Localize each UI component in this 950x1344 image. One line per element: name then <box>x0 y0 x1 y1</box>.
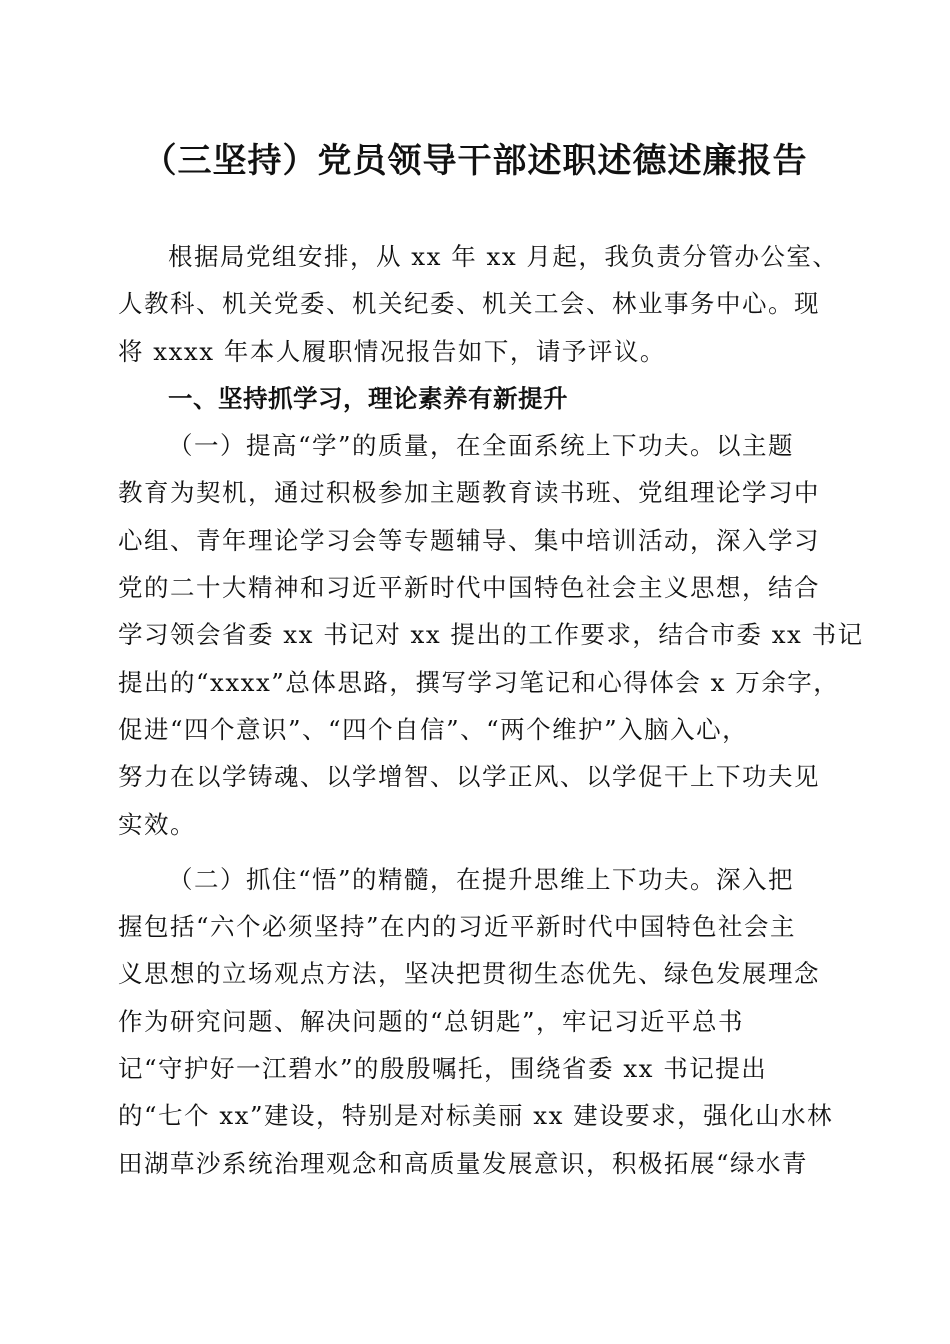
paragraph-line: 努力在以学铸魂、以学增智、以学正风、以学促干上下功夫见 <box>118 762 820 792</box>
paragraph-line: 记“守护好一江碧水”的殷殷嘱托，围绕省委 xx 书记提出 <box>118 1054 768 1084</box>
paragraph-line: 党的二十大精神和习近平新时代中国特色社会主义思想，结合 <box>118 573 820 603</box>
intro-line: 人教科、机关党委、机关纪委、机关工会、林业事务中心。现 <box>118 289 820 319</box>
paragraph-gap <box>118 848 830 856</box>
paragraph-line: （一）提高“学”的质量，在全面系统上下功夫。以主题 <box>168 431 795 461</box>
intro-line: 将 xxxx 年本人履职情况报告如下，请予评议。 <box>118 336 666 366</box>
document-title: （三坚持）党员领导干部述职述德述廉报告 <box>142 141 808 181</box>
paragraph-line: 心组、青年理论学习会等专题辅导、集中培训活动，深入学习 <box>118 525 820 555</box>
paragraph-line: 作为研究问题、解决问题的“总钥匙”，牢记习近平总书 <box>118 1006 745 1036</box>
section-heading: 一、坚持抓学习，理论素养有新提升 <box>168 383 568 413</box>
paragraph-line: 提出的“xxxx”总体思路，撰写学习笔记和心得体会 x 万余字， <box>118 667 840 697</box>
paragraph-line: 实效。 <box>118 809 196 839</box>
paragraph-line: 教育为契机，通过积极参加主题教育读书班、党组理论学习中 <box>118 478 820 508</box>
paragraph-line: 义思想的立场观点方法，坚决把贯彻生态优先、绿色发展理念 <box>118 959 820 989</box>
intro-line: 根据局党组安排，从 xx 年 xx 月起，我负责分管办公室、 <box>168 242 839 271</box>
paragraph-line: 握包括“六个必须坚持”在内的习近平新时代中国特色社会主 <box>118 912 797 942</box>
paragraph-line: 学习领会省委 xx 书记对 xx 提出的工作要求，结合市委 xx 书记 <box>118 620 864 650</box>
paragraph-line: 的“七个 xx”建设，特别是对标美丽 xx 建设要求，强化山水林 <box>118 1101 834 1131</box>
paragraph-line: 促进“四个意识”、“四个自信”、“两个维护”入脑入心， <box>118 714 749 744</box>
paragraph-line: （二）抓住“悟”的精髓，在提升思维上下功夫。深入把 <box>168 864 795 894</box>
document-body <box>118 233 864 1187</box>
paragraph-line: 田湖草沙系统治理观念和高质量发展意识，积极拓展“绿水青 <box>118 1148 809 1178</box>
